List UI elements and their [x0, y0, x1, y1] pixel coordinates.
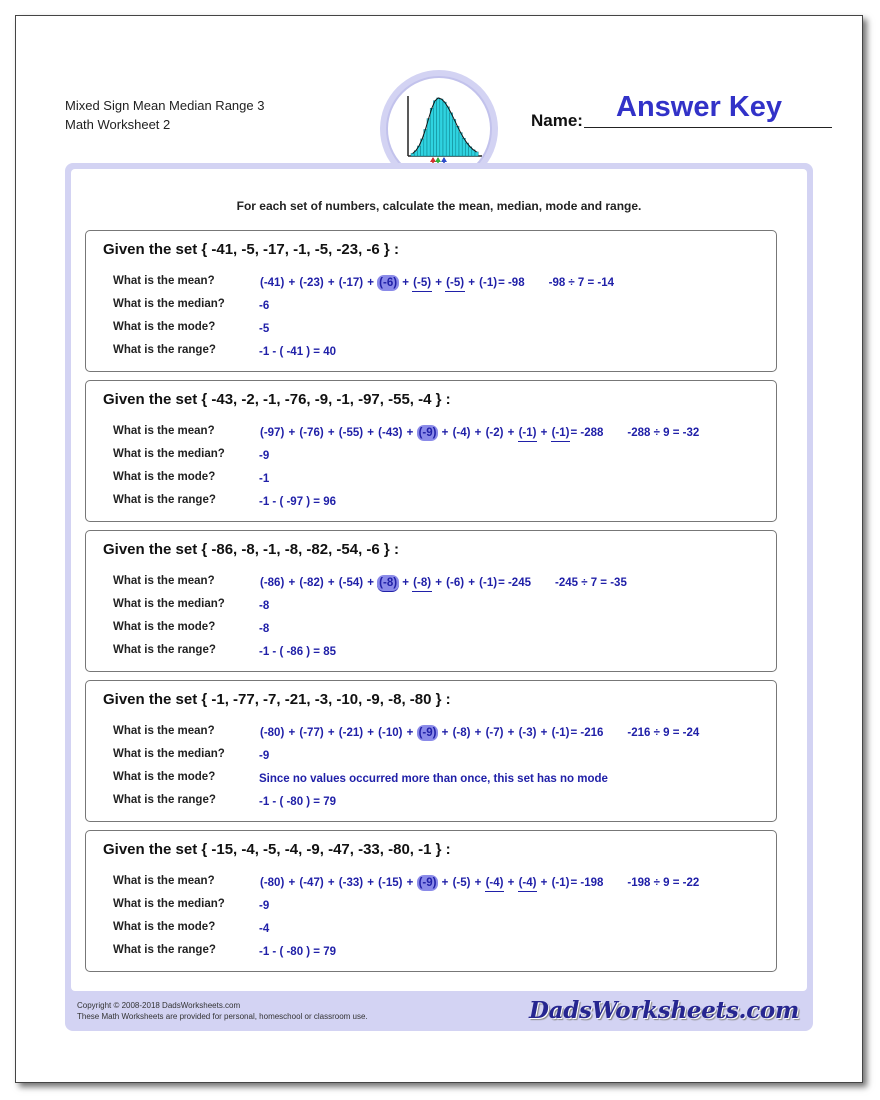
question-mode: What is the mode?	[113, 921, 216, 933]
plus-sign: +	[324, 877, 338, 889]
answer-median: -9	[259, 450, 270, 462]
mean-term: (-76)	[299, 427, 324, 439]
answer-median: -9	[259, 900, 270, 912]
histogram-bar	[446, 107, 449, 156]
answer-mean	[259, 575, 627, 591]
mean-term: (-5)	[412, 275, 432, 292]
mean-term: (-9)	[418, 427, 437, 439]
title-line-1: Mixed Sign Mean Median Range 3	[65, 98, 265, 113]
name-label: Name:	[531, 111, 583, 130]
worksheet-title	[65, 96, 264, 134]
histogram-bar	[427, 119, 430, 156]
mean-total: = -288	[570, 427, 604, 439]
plus-sign: +	[438, 877, 452, 889]
plus-sign: +	[537, 427, 551, 439]
plus-sign: +	[504, 727, 518, 739]
answer-mean	[259, 875, 699, 891]
question-range: What is the range?	[113, 494, 216, 506]
plus-sign: +	[324, 277, 338, 289]
mean-division: -288 ÷ 9 = -32	[627, 427, 700, 439]
plus-sign: +	[324, 577, 338, 589]
histogram-bar	[462, 138, 465, 156]
mean-term: (-5)	[452, 877, 471, 889]
plus-sign: +	[285, 877, 299, 889]
histogram-bar	[430, 108, 433, 156]
histogram-bar	[459, 133, 462, 156]
plus-sign: +	[285, 577, 299, 589]
mean-term: (-82)	[299, 577, 324, 589]
question-median: What is the median?	[113, 598, 225, 610]
mean-term: (-41)	[260, 277, 285, 289]
footer-copyright	[77, 1000, 368, 1022]
answer-mode: Since no values occurred more than once, this set has no mode	[259, 773, 608, 785]
problem-set-heading: Given the set { -86, -8, -1, -8, -82, -54, -6 } :	[103, 541, 399, 558]
histogram-bar	[453, 119, 456, 156]
plus-sign: +	[403, 727, 417, 739]
plus-sign: +	[465, 577, 479, 589]
mean-term: (-5)	[445, 275, 465, 292]
answer-range: -1 - ( -41 ) = 40	[259, 346, 337, 358]
mean-term: (-4)	[485, 875, 505, 892]
answer-mode: -1	[259, 473, 270, 485]
histogram-bar	[443, 102, 446, 156]
usage-notice: These Math Worksheets are provided for personal, homeschool or classroom use.	[77, 1012, 368, 1021]
question-range: What is the range?	[113, 344, 216, 356]
question-mean: What is the mean?	[113, 725, 215, 737]
problem-set-heading: Given the set { -43, -2, -1, -76, -9, -1, -97, -55, -4 } :	[103, 391, 451, 408]
mean-term: (-3)	[518, 727, 537, 739]
mean-term: (-54)	[338, 577, 364, 589]
instructions: For each set of numbers, calculate the mean, median, mode and range.	[236, 199, 642, 213]
mean-term: (-17)	[338, 277, 364, 289]
plus-sign: +	[403, 877, 417, 889]
histogram-bar	[437, 98, 440, 156]
question-mode: What is the mode?	[113, 471, 216, 483]
mean-term: (-55)	[338, 427, 364, 439]
name-line	[584, 127, 832, 128]
plus-sign: +	[364, 277, 378, 289]
mean-term: (-6)	[446, 577, 465, 589]
mean-total: = -245	[498, 577, 531, 589]
mean-term: (-43)	[378, 427, 403, 439]
mean-term: (-1)	[551, 425, 571, 442]
plus-sign: +	[285, 277, 299, 289]
answer-mean	[259, 275, 614, 291]
mean-term: (-8)	[412, 575, 432, 592]
plus-sign: +	[471, 877, 485, 889]
answer-mode: -4	[259, 923, 270, 935]
mean-term: (-97)	[260, 427, 285, 439]
plus-sign: +	[403, 427, 417, 439]
mean-term: (-1)	[518, 425, 538, 442]
answer-range: -1 - ( -97 ) = 96	[259, 496, 337, 508]
problem-card	[85, 680, 777, 822]
mean-term: (-80)	[260, 877, 285, 889]
question-mean: What is the mean?	[113, 275, 215, 287]
question-mode: What is the mode?	[113, 321, 216, 333]
mean-division: -216 ÷ 9 = -24	[627, 727, 700, 739]
answer-median: -6	[259, 300, 270, 312]
plus-sign: +	[504, 877, 518, 889]
mean-term: (-1)	[551, 727, 570, 739]
brand-logo[interactable]: DadsWorksheets.com	[528, 997, 799, 1024]
question-range: What is the range?	[113, 794, 216, 806]
question-median: What is the median?	[113, 298, 225, 310]
plus-sign: +	[364, 577, 378, 589]
plus-sign: +	[438, 727, 452, 739]
histogram-bar	[475, 152, 478, 156]
answer-range: -1 - ( -80 ) = 79	[259, 946, 337, 958]
answer-range: -1 - ( -80 ) = 79	[259, 796, 337, 808]
problem-card	[85, 380, 777, 522]
mean-total: = -216	[570, 727, 604, 739]
mean-term: (-8)	[452, 727, 471, 739]
answer-range: -1 - ( -86 ) = 85	[259, 646, 337, 658]
mean-term: (-47)	[299, 877, 324, 889]
plus-sign: +	[364, 727, 378, 739]
mean-term: (-1)	[479, 277, 498, 289]
mean-term: (-33)	[338, 877, 364, 889]
problem-card	[85, 530, 777, 672]
plus-sign: +	[537, 877, 551, 889]
plus-sign: +	[364, 877, 378, 889]
mean-term: (-80)	[260, 727, 285, 739]
plus-sign: +	[285, 427, 299, 439]
plus-sign: +	[324, 727, 338, 739]
problem-card	[85, 230, 777, 372]
plus-sign: +	[471, 727, 485, 739]
mean-total: = -98	[498, 277, 525, 289]
mean-term: (-2)	[485, 427, 504, 439]
title-line-2: Math Worksheet 2	[65, 117, 171, 132]
plus-sign: +	[432, 277, 446, 289]
mean-term: (-86)	[260, 577, 285, 589]
plus-sign: +	[324, 427, 338, 439]
copyright-text: Copyright © 2008-2018 DadsWorksheets.com	[77, 1001, 241, 1010]
answer-mean	[259, 425, 699, 441]
mean-term: (-9)	[418, 727, 437, 739]
question-mode: What is the mode?	[113, 621, 216, 633]
histogram-bar	[440, 99, 443, 156]
plus-sign: +	[399, 277, 413, 289]
mean-term: (-23)	[299, 277, 324, 289]
mean-division: -98 ÷ 7 = -14	[548, 277, 615, 289]
problem-set-heading: Given the set { -41, -5, -17, -1, -5, -23, -6 } :	[103, 241, 399, 258]
answer-mode: -8	[259, 623, 270, 635]
worksheet-frame	[65, 163, 813, 1031]
plus-sign: +	[432, 577, 446, 589]
answer-mean	[259, 725, 699, 741]
plus-sign: +	[438, 427, 452, 439]
mean-term: (-9)	[418, 877, 437, 889]
histogram-bar	[456, 126, 459, 156]
mean-term: (-10)	[378, 727, 403, 739]
mean-term: (-1)	[479, 577, 498, 589]
histogram-bar	[433, 101, 436, 156]
worksheet-body	[71, 169, 807, 991]
histogram-bar	[449, 113, 452, 156]
question-range: What is the range?	[113, 944, 216, 956]
question-mode: What is the mode?	[113, 771, 216, 783]
question-mean: What is the mean?	[113, 875, 215, 887]
plus-sign: +	[537, 727, 551, 739]
mean-term: (-77)	[299, 727, 324, 739]
answer-median: -9	[259, 750, 270, 762]
question-range: What is the range?	[113, 644, 216, 656]
mean-term: (-8)	[377, 575, 399, 592]
plus-sign: +	[504, 427, 518, 439]
histogram-bar	[411, 153, 414, 156]
mean-term: (-4)	[518, 875, 538, 892]
answer-median: -8	[259, 600, 270, 612]
mean-term: (-1)	[551, 877, 570, 889]
answer-mode: -5	[259, 323, 270, 335]
mean-division: -198 ÷ 9 = -22	[627, 877, 700, 889]
question-median: What is the median?	[113, 748, 225, 760]
question-mean: What is the mean?	[113, 575, 215, 587]
mean-term: (-7)	[485, 727, 504, 739]
answer-key-title: Answer Key	[616, 91, 783, 123]
question-median: What is the median?	[113, 448, 225, 460]
plus-sign: +	[399, 577, 413, 589]
worksheet-page	[15, 15, 863, 1083]
mean-term: (-15)	[378, 877, 403, 889]
plus-sign: +	[465, 277, 479, 289]
plus-sign: +	[285, 727, 299, 739]
plus-sign: +	[364, 427, 378, 439]
question-mean: What is the mean?	[113, 425, 215, 437]
question-median: What is the median?	[113, 898, 225, 910]
mean-term: (-6)	[379, 277, 398, 289]
problem-set-heading: Given the set { -15, -4, -5, -4, -9, -47, -33, -80, -1 } :	[103, 841, 451, 858]
mean-division: -245 ÷ 7 = -35	[555, 577, 627, 589]
mean-total: = -198	[570, 877, 604, 889]
mean-term: (-4)	[452, 427, 471, 439]
plus-sign: +	[471, 427, 485, 439]
mean-term: (-21)	[338, 727, 364, 739]
problem-card	[85, 830, 777, 972]
problem-set-heading: Given the set { -1, -77, -7, -21, -3, -10, -9, -8, -80 } :	[103, 691, 451, 708]
